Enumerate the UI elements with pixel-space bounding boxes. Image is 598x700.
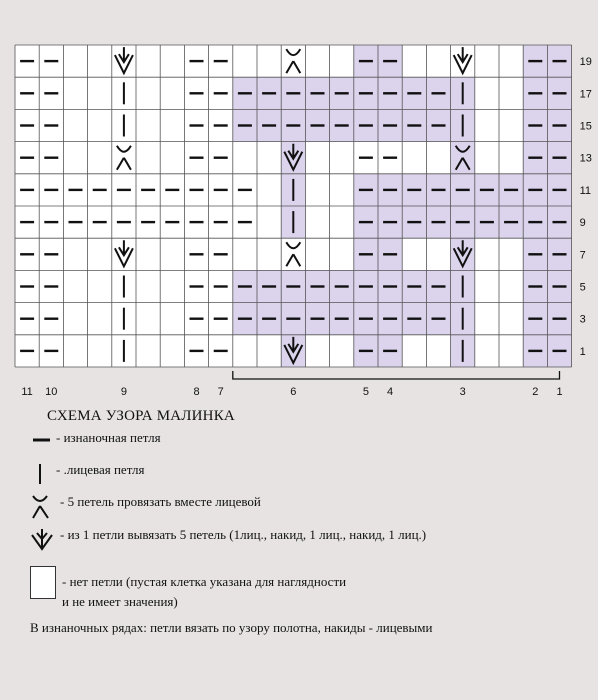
row-label: 13: [579, 152, 592, 165]
empty-cell-icon: [30, 566, 56, 599]
row-label: 3: [579, 313, 586, 326]
legend-knit-text: - .лицевая петля: [56, 462, 145, 477]
row-label: 17: [579, 88, 592, 101]
inc5-icon: [30, 527, 54, 555]
row-label: 1: [579, 345, 586, 358]
row-label: 5: [579, 281, 586, 294]
row-label: 19: [579, 56, 592, 69]
column-label: 1: [556, 386, 563, 398]
column-label: 5: [362, 386, 369, 398]
legend-k5tog-text: - 5 петель провязать вместе лицевой: [60, 494, 261, 509]
column-label: 7: [217, 386, 224, 398]
column-label: 11: [21, 386, 33, 398]
purl-icon: [30, 430, 54, 458]
legend-empty-text-1: - нет петли (пустая клетка указана для наглядности: [62, 574, 347, 589]
legend-empty-text-2: и не имеет значения): [62, 594, 178, 609]
legend-purl-text: - изнаночная петля: [56, 430, 161, 445]
column-label: 2: [532, 386, 539, 398]
column-label: 3: [459, 386, 466, 398]
k5tog-icon: [30, 494, 54, 522]
column-label: 8: [193, 386, 200, 398]
column-label: 9: [120, 386, 127, 398]
legend-title: СХЕМА УЗОРА МАЛИНКА: [47, 408, 235, 424]
row-label: 11: [579, 184, 592, 197]
column-label: 10: [45, 386, 58, 398]
column-label: 4: [387, 386, 394, 398]
row-label: 7: [579, 249, 586, 262]
row-label: 9: [579, 217, 586, 230]
column-label: 6: [290, 386, 297, 398]
knit-icon: [30, 462, 54, 490]
row-label: 15: [579, 120, 592, 133]
wrong-side-note: В изнаночных рядах: петли вязать по узору полотна, накиды - лицевыми: [30, 620, 433, 635]
legend-inc5-text: - из 1 петли вывязать 5 петель (1лиц., накид, 1 лиц., накид, 1 лиц.): [60, 527, 427, 542]
repeat-bracket: [233, 371, 560, 379]
